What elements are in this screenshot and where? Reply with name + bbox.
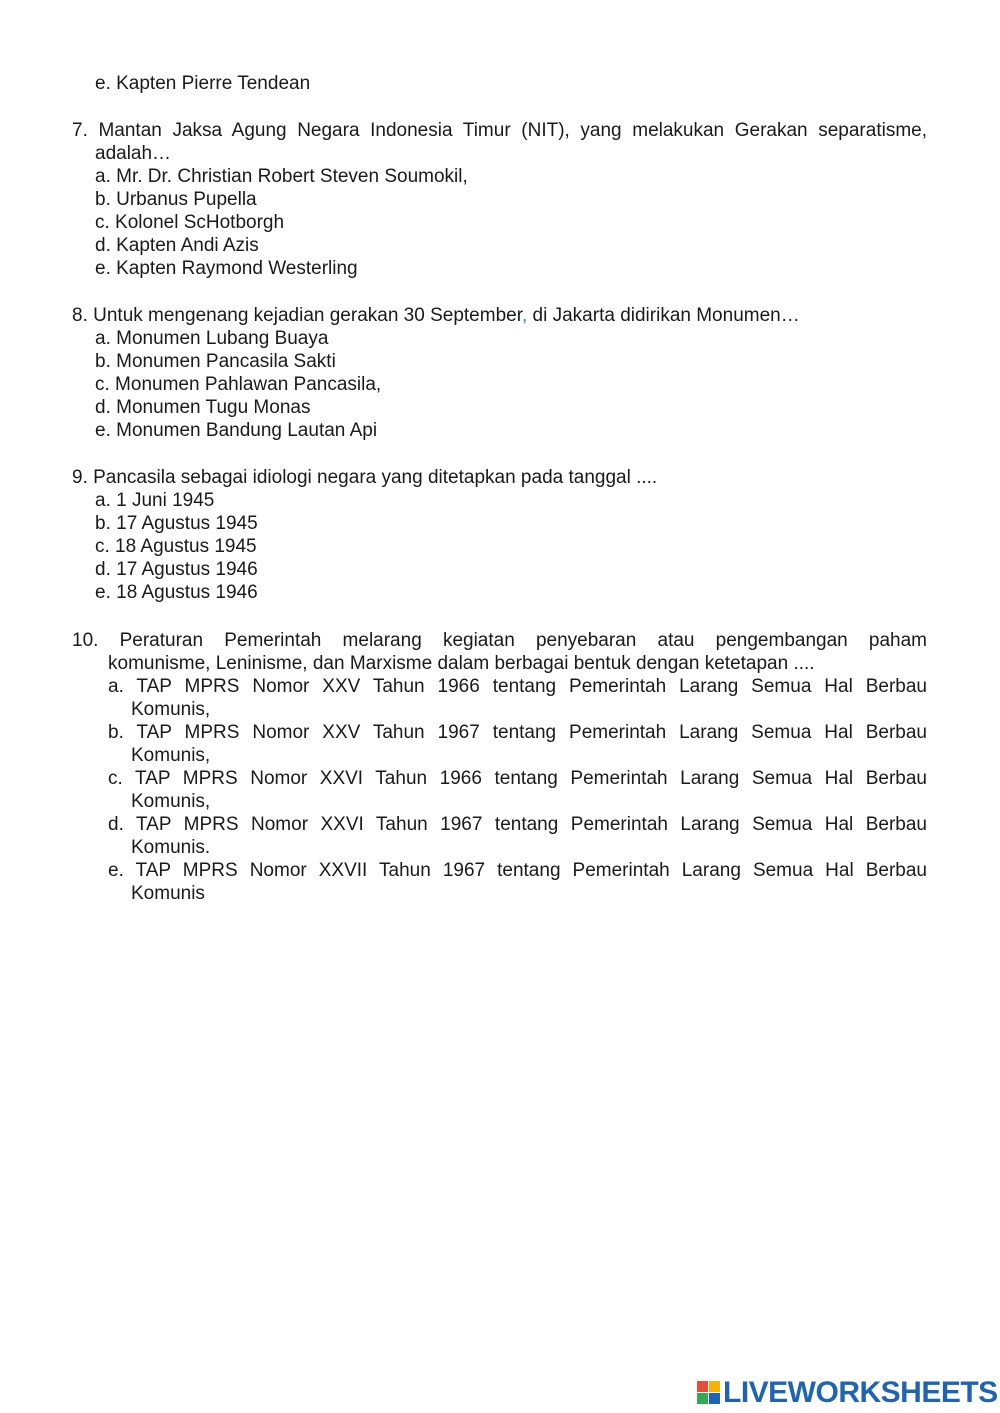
q9-option-c: c. 18 Agustus 1945: [95, 536, 257, 557]
liveworksheets-watermark: [697, 1376, 998, 1410]
q10-option-d-line2: Komunis.: [131, 837, 211, 858]
q8-option-d: d. Monumen Tugu Monas: [95, 397, 311, 418]
q9-option-a: a. 1 Juni 1945: [95, 490, 215, 511]
q8-option-b: b. Monumen Pancasila Sakti: [95, 351, 336, 372]
q9-option-e: e. 18 Agustus 1946: [95, 582, 258, 603]
q10-option-d-line1: d. TAP MPRS Nomor XXVI Tahun 1967 tentang Pemerintah Larang Semua Hal Berbau: [108, 814, 927, 835]
q8-stem-part2: di Jakarta didirikan Monumen…: [527, 305, 800, 326]
q7-stem-line2: adalah…: [95, 143, 172, 164]
q7-option-b: b. Urbanus Pupella: [95, 189, 257, 210]
q8-stem-part1: 8. Untuk mengenang kejadian gerakan 30 September: [72, 305, 522, 326]
watermark-text: LIVEWORKSHEETS: [723, 1376, 998, 1409]
q10-option-c-line2: Komunis,: [131, 791, 211, 812]
q7-stem-line1: 7. Mantan Jaksa Agung Negara Indonesia Timur (NIT), yang melakukan Gerakan separatisme,: [72, 120, 927, 141]
q10-option-b-line2: Komunis,: [131, 745, 211, 766]
q6-option-e: e. Kapten Pierre Tendean: [95, 73, 311, 94]
liveworksheets-logo-icon: [697, 1381, 721, 1405]
q8-stem: [72, 304, 800, 327]
q9-option-b: b. 17 Agustus 1945: [95, 513, 258, 534]
q10-stem-line1: 10. Peraturan Pemerintah melarang kegiatan penyebaran atau pengembangan paham: [72, 630, 927, 651]
q10-option-e-line2: Komunis: [131, 883, 205, 904]
q10-option-c-line1: c. TAP MPRS Nomor XXVI Tahun 1966 tentang Pemerintah Larang Semua Hal Berbau: [108, 768, 927, 789]
q8-option-c: c. Monumen Pahlawan Pancasila,: [95, 374, 382, 395]
q8-option-e: e. Monumen Bandung Lautan Api: [95, 420, 378, 441]
q7-option-c: c. Kolonel ScHotborgh: [95, 212, 285, 233]
q10-option-e-line1: e. TAP MPRS Nomor XXVII Tahun 1967 tentang Pemerintah Larang Semua Hal Berbau: [108, 860, 927, 881]
q7-option-d: d. Kapten Andi Azis: [95, 235, 259, 256]
q10-option-a-line1: a. TAP MPRS Nomor XXV Tahun 1966 tentang Pemerintah Larang Semua Hal Berbau: [108, 676, 927, 697]
q8-option-a: a. Monumen Lubang Buaya: [95, 328, 329, 349]
q7-option-a: a. Mr. Dr. Christian Robert Steven Soumokil,: [95, 166, 468, 187]
q10-option-a-line2: Komunis,: [131, 699, 211, 720]
q7-option-e: e. Kapten Raymond Westerling: [95, 258, 358, 279]
q10-option-b-line1: b. TAP MPRS Nomor XXV Tahun 1967 tentang Pemerintah Larang Semua Hal Berbau: [108, 722, 927, 743]
q9-stem: 9. Pancasila sebagai idiologi negara yang ditetapkan pada tanggal ....: [72, 467, 658, 488]
q9-option-d: d. 17 Agustus 1946: [95, 559, 258, 580]
q8-stem-comma: ,: [521, 305, 528, 326]
q10-stem-line2: komunisme, Leninisme, dan Marxisme dalam berbagai bentuk dengan ketetapan ....: [108, 653, 815, 674]
